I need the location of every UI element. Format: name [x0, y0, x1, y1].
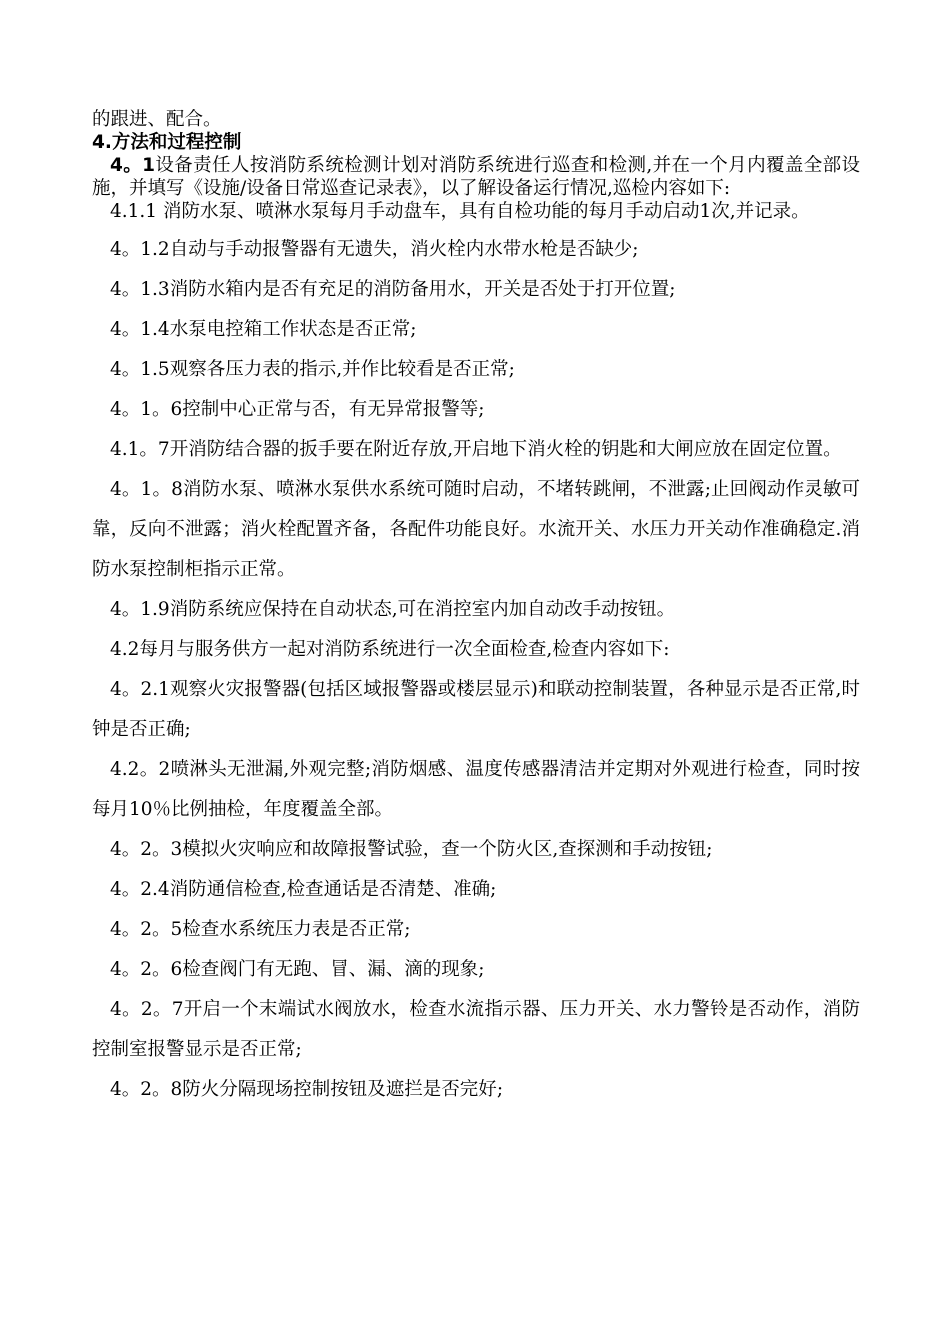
list-item: 4。2。8防火分隔现场控制按钮及遮拦是否完好;	[110, 1079, 504, 1100]
list-item: 4。1。8消防水泵、喷淋水泵供水系统可随时启动，不堵转跳闸，不泄露;止回阀动作灵敏可靠，反向不泄露；消火栓配置齐备，各配件功能良好。水流开关、水压力开关动作准确稳定.消防水泵控制柜指示正常。	[92, 479, 860, 580]
list-item: 4。2.1观察火灾报警器(包括区域报警器或楼层显示)和联动控制装置，各种显示是否正常,时钟是否正确;	[92, 679, 860, 740]
list-item: 4。1.4水泵电控箱工作状态是否正常;	[110, 319, 417, 340]
list-item: 4。1。6控制中心正常与否，有无异常报警等;	[110, 399, 485, 420]
document-page	[92, 108, 860, 1110]
paragraph-4-1	[92, 154, 860, 200]
list-item: 4。2。5检查水系统压力表是否正常;	[110, 919, 411, 940]
list-item: 4.1。7开消防结合器的扳手要在附近存放,开启地下消火栓的钥匙和大闸应放在固定位置。	[110, 439, 842, 460]
inspection-items-list	[92, 230, 860, 1110]
document-top-block	[92, 108, 860, 223]
list-item: 4。1.5观察各压力表的指示,并作比较看是否正常;	[110, 359, 515, 380]
list-item: 4。2.4消防通信检查,检查通话是否清楚、准确;	[110, 879, 497, 900]
list-item: 4.2。2喷淋头无泄漏,外观完整;消防烟感、温度传感器清洁并定期对外观进行检查，同时按每月10％比例抽检，年度覆盖全部。	[92, 759, 860, 820]
list-item: 4。1.3消防水箱内是否有充足的消防备用水，开关是否处于打开位置;	[110, 279, 676, 300]
list-item: 4。2。3模拟火灾响应和故障报警试验，查一个防火区,查探测和手动按钮;	[110, 839, 713, 860]
continuation-text: 的跟进、配合。	[92, 109, 222, 130]
list-item: 4。1.2自动与手动报警器有无遗失，消火栓内水带水枪是否缺少;	[110, 239, 639, 260]
list-item: 4。2。6检查阀门有无跑、冒、漏、滴的现象;	[110, 959, 485, 980]
section-heading: 4.方法和过程控制	[92, 132, 242, 153]
item-4-1-1: 4.1.1 消防水泵、喷淋水泵每月手动盘车，具有自检功能的每月手动启动1次,并记录。	[110, 201, 810, 222]
list-item: 4。1.9消防系统应保持在自动状态,可在消控室内加自动改手动按钮。	[110, 599, 676, 620]
paragraph-4-1-text: 设备责任人按消防系统检测计划对消防系统进行巡查和检测,并在一个月内覆盖全部设施，并填写《设施/设备日常巡查记录表》，以了解设备运行情况,巡检内容如下:	[92, 155, 860, 199]
paragraph-4-1-number: 4。1	[110, 155, 156, 176]
list-item: 4.2每月与服务供方一起对消防系统进行一次全面检查,检查内容如下:	[110, 639, 670, 660]
list-item: 4。2。7开启一个末端试水阀放水，检查水流指示器、压力开关、水力警铃是否动作，消防控制室报警显示是否正常;	[92, 999, 860, 1060]
